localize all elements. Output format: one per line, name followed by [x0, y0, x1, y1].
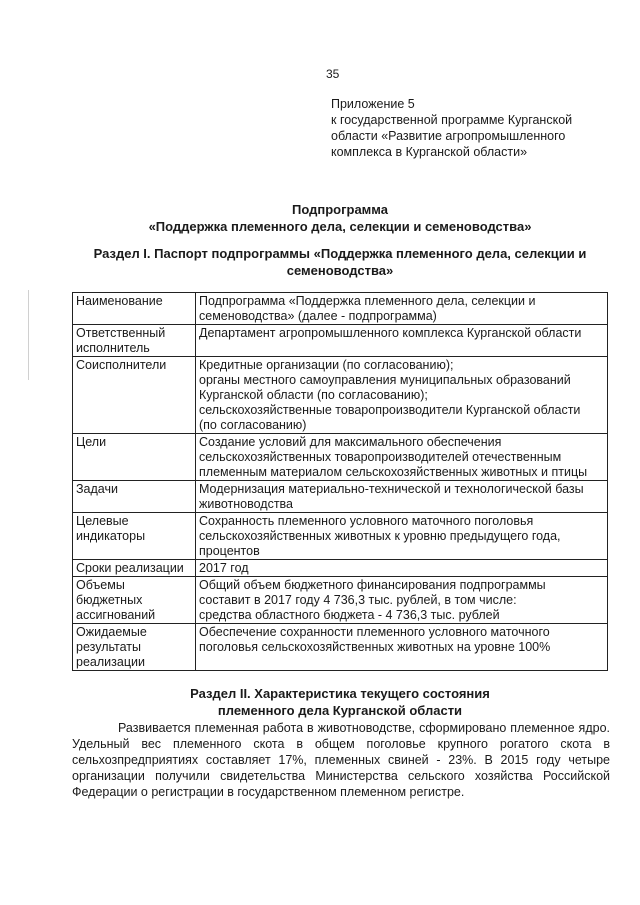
passport-label-cell [73, 624, 196, 671]
passport-label-line: реализации [76, 655, 145, 669]
passport-label-line: индикаторы [76, 529, 146, 543]
passport-row [73, 357, 608, 434]
passport-label-cell [73, 357, 196, 434]
passport-label-line: бюджетных [76, 593, 143, 607]
passport-label-cell [73, 481, 196, 513]
passport-label-cell [73, 325, 196, 357]
passport-value-cell [196, 325, 608, 357]
passport-label-line: Соисполнители [76, 358, 167, 372]
passport-value-cell [196, 577, 608, 624]
appendix-line: к государственной программе Курганской [331, 113, 573, 127]
appendix-line: комплекса в Курганской области» [331, 145, 528, 159]
passport-value-line: органы местного самоуправления муниципальных образований [199, 373, 571, 387]
section2-title-line: Раздел II. Характеристика текущего состояния [190, 686, 490, 701]
passport-row [73, 293, 608, 325]
passport-row [73, 434, 608, 481]
appendix-line: Приложение 5 [331, 97, 415, 111]
passport-value-line: составит в 2017 году 4 736,3 тыс. рублей, в том числе: [199, 593, 517, 607]
subprogram-title [60, 201, 620, 235]
subprogram-title-line: Подпрограмма [292, 202, 388, 217]
section2-title [60, 685, 620, 719]
passport-label-line: ассигнований [76, 608, 156, 622]
passport-value-cell [196, 513, 608, 560]
passport-value-line: средства областного бюджета - 4 736,3 тыс. рублей [199, 608, 500, 622]
section1-title [60, 245, 620, 279]
passport-value-line: Кредитные организации (по согласованию); [199, 358, 454, 372]
passport-row [73, 560, 608, 577]
passport-value-line: 2017 год [199, 561, 249, 575]
passport-value-line: племенным материалом сельскохозяйственных животных и птицы [199, 465, 588, 479]
scan-margin-line [28, 290, 29, 380]
passport-label-line: результаты [76, 640, 141, 654]
passport-label-cell [73, 293, 196, 325]
passport-value-line: (по согласованию) [199, 418, 307, 432]
passport-label-line: Наименование [76, 294, 163, 308]
passport-label-line: Ответственный [76, 326, 166, 340]
page-number: 35 [326, 67, 340, 81]
passport-value-line: семеноводства» (далее - подпрограмма) [199, 309, 437, 323]
passport-value-cell [196, 434, 608, 481]
passport-value-line: сельскохозяйственных товаропроизводителей отечественным [199, 450, 562, 464]
passport-value-line: Создание условий для максимального обеспечения [199, 435, 502, 449]
passport-label-cell [73, 434, 196, 481]
section1-title-line: Раздел I. Паспорт подпрограммы «Поддержка племенного дела, селекции и [93, 246, 587, 261]
body-paragraph [72, 720, 610, 800]
passport-label-line: Ожидаемые [76, 625, 147, 639]
passport-label-cell [73, 513, 196, 560]
passport-label-line: Задачи [76, 482, 118, 496]
passport-label-line: Сроки реализации [76, 561, 184, 575]
passport-value-line: Сохранность племенного условного маточного поголовья [199, 514, 534, 528]
passport-value-cell [196, 357, 608, 434]
appendix-header [331, 96, 611, 160]
passport-row [73, 513, 608, 560]
passport-row [73, 325, 608, 357]
passport-value-cell [196, 293, 608, 325]
passport-value-line: процентов [199, 544, 260, 558]
passport-label-line: Целевые [76, 514, 129, 528]
passport-value-cell [196, 624, 608, 671]
passport-row [73, 577, 608, 624]
passport-value-cell [196, 481, 608, 513]
passport-value-line: животноводства [199, 497, 294, 511]
passport-value-line: Обеспечение сохранности племенного условного маточного [199, 625, 550, 639]
passport-value-line: Подпрограмма «Поддержка племенного дела, селекции и [199, 294, 536, 308]
passport-row [73, 481, 608, 513]
passport-value-line: Департамент агропромышленного комплекса Курганской области [199, 326, 582, 340]
appendix-line: области «Развитие агропромышленного [331, 129, 566, 143]
passport-value-cell [196, 560, 608, 577]
passport-label-line: Объемы [76, 578, 125, 592]
passport-value-line: Общий объем бюджетного финансирования подпрограммы [199, 578, 546, 592]
passport-value-line: поголовья сельскохозяйственных животных на уровне 100% [199, 640, 551, 654]
section2-title-line: племенного дела Курганской области [217, 703, 463, 718]
passport-table [72, 292, 608, 671]
passport-value-line: Модернизация материально-технической и технологической базы [199, 482, 584, 496]
passport-label-cell [73, 560, 196, 577]
passport-row [73, 624, 608, 671]
passport-label-line: исполнитель [76, 341, 150, 355]
body-paragraph-text: Развивается племенная работа в животноводстве, сформировано племенное ядро. Удельный вес племенного скота в общем поголовье крупного рогатого скота в сельхозпредприятиях составляет 17%, племенных свиней - 23%. В 2015 году четыре организации получили свидетельства Министерства сельского хозяйства Российской Федерации о регистрации в государственном племенном регистре. [72, 721, 610, 799]
passport-value-line: сельскохозяйственные товаропроизводители Курганской области [199, 403, 581, 417]
passport-label-cell [73, 577, 196, 624]
subprogram-title-line: «Поддержка племенного дела, селекции и семеноводства» [148, 219, 532, 234]
passport-label-line: Цели [76, 435, 107, 449]
passport-value-line: Курганской области (по согласованию); [199, 388, 428, 402]
section1-title-line: семеноводства» [286, 263, 394, 278]
passport-value-line: сельскохозяйственных животных к уровню предыдущего года, [199, 529, 561, 543]
